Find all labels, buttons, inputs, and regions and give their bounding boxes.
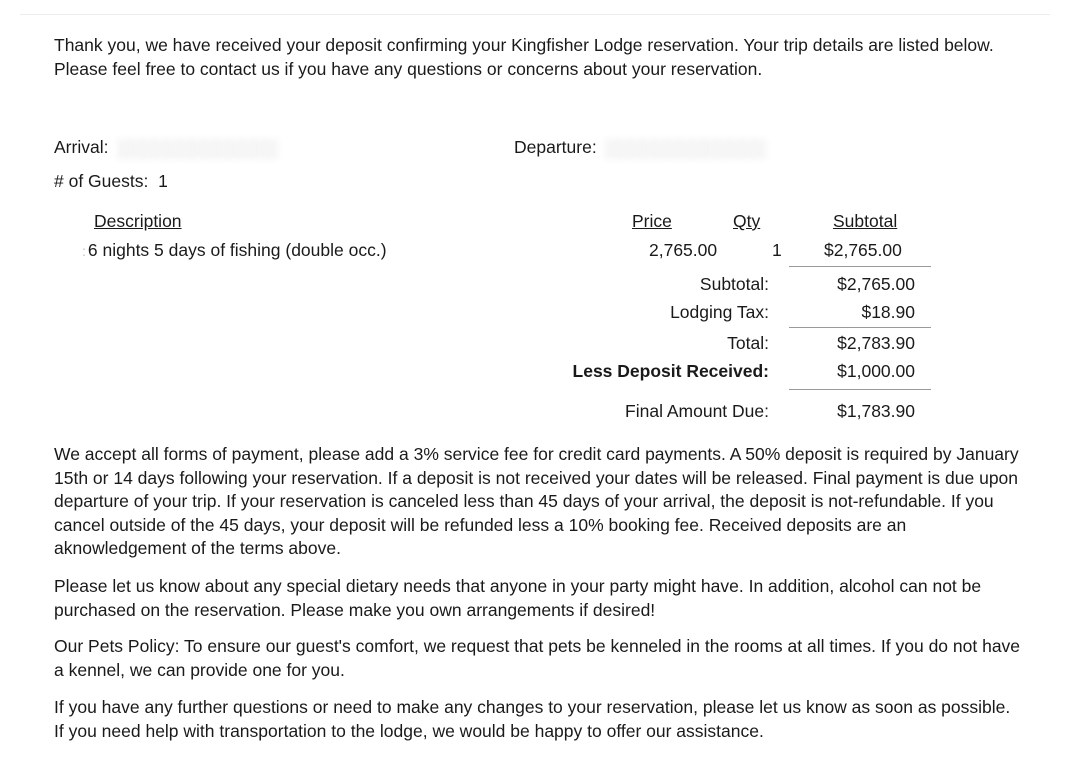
- item-qty: 1: [772, 240, 782, 260]
- header-subtotal: Subtotal: [833, 211, 898, 231]
- final-due-value: $1,783.90: [837, 401, 915, 421]
- item-price: 2,765.00: [649, 240, 718, 260]
- arrival-field: [54, 136, 278, 159]
- subtotal-value: $2,765.00: [837, 274, 915, 294]
- deposit-value: $1,000.00: [837, 361, 915, 381]
- divider-line: [789, 327, 931, 328]
- dietary-paragraph: Please let us know about any special dietary needs that anyone in your party might have. In addition, alcohol can not be purchased on the reservation. Please make you own arrangements if desired!: [54, 576, 982, 620]
- departure-field: [514, 136, 766, 159]
- deposit-label: Less Deposit Received:: [572, 361, 769, 381]
- tax-label: Lodging Tax:: [670, 302, 769, 322]
- bullet-marker: :: [82, 243, 86, 259]
- payment-policy-paragraph: We accept all forms of payment, please add a 3% service fee for credit card payments. A 50% deposit is required by January 15th or 14 days following your reservation. If a deposit is not received your dates will be released. Final payment is due upon departure of your trip. If your reservation is canceled less than 45 days of your arrival, the deposit is not-refundable. If you cancel outside of the 45 days, your deposit will be refunded less a 10% booking fee. Received deposits are an aknowledgement of the terms above.: [54, 444, 1019, 558]
- final-due-label: Final Amount Due:: [625, 401, 769, 421]
- divider-line: [789, 389, 931, 390]
- header-description: Description: [94, 211, 182, 231]
- guests-field: [54, 170, 168, 192]
- header-price: Price: [632, 211, 672, 231]
- guests-label: # of Guests:: [54, 171, 149, 191]
- arrival-redacted: ░░░░░░░░░░░░░: [116, 138, 278, 159]
- total-value: $2,783.90: [837, 333, 915, 353]
- top-divider: [20, 14, 1050, 15]
- item-subtotal: $2,765.00: [824, 240, 902, 260]
- divider-line: [789, 266, 931, 267]
- item-description: [82, 239, 387, 262]
- arrival-label: Arrival:: [54, 137, 109, 157]
- departure-redacted: ░░░░░░░░░░░░░: [604, 138, 766, 159]
- guests-value: 1: [158, 171, 168, 191]
- pets-policy-paragraph: Our Pets Policy: To ensure our guest's comfort, we request that pets be kenneled in the rooms at all times. If you do not have a kennel, we can provide one for you.: [54, 636, 1021, 680]
- further-questions-paragraph: If you have any further questions or need to make any changes to your reservation, please let us know as soon as possible. If you need help with transportation to the lodge, we would be happy to offer our assistance.: [54, 697, 1011, 741]
- total-label: Total:: [727, 333, 769, 353]
- header-qty: Qty: [733, 211, 761, 231]
- item-description-text: 6 nights 5 days of fishing (double occ.): [87, 240, 387, 260]
- subtotal-label: Subtotal:: [699, 274, 769, 294]
- intro-paragraph: Thank you, we have received your deposit confirming your Kingfisher Lodge reservation. Your trip details are listed below. Please feel free to contact us if you have any questions or concerns about your reservation.: [54, 35, 994, 79]
- tax-value: $18.90: [861, 302, 915, 322]
- departure-label: Departure:: [514, 137, 597, 157]
